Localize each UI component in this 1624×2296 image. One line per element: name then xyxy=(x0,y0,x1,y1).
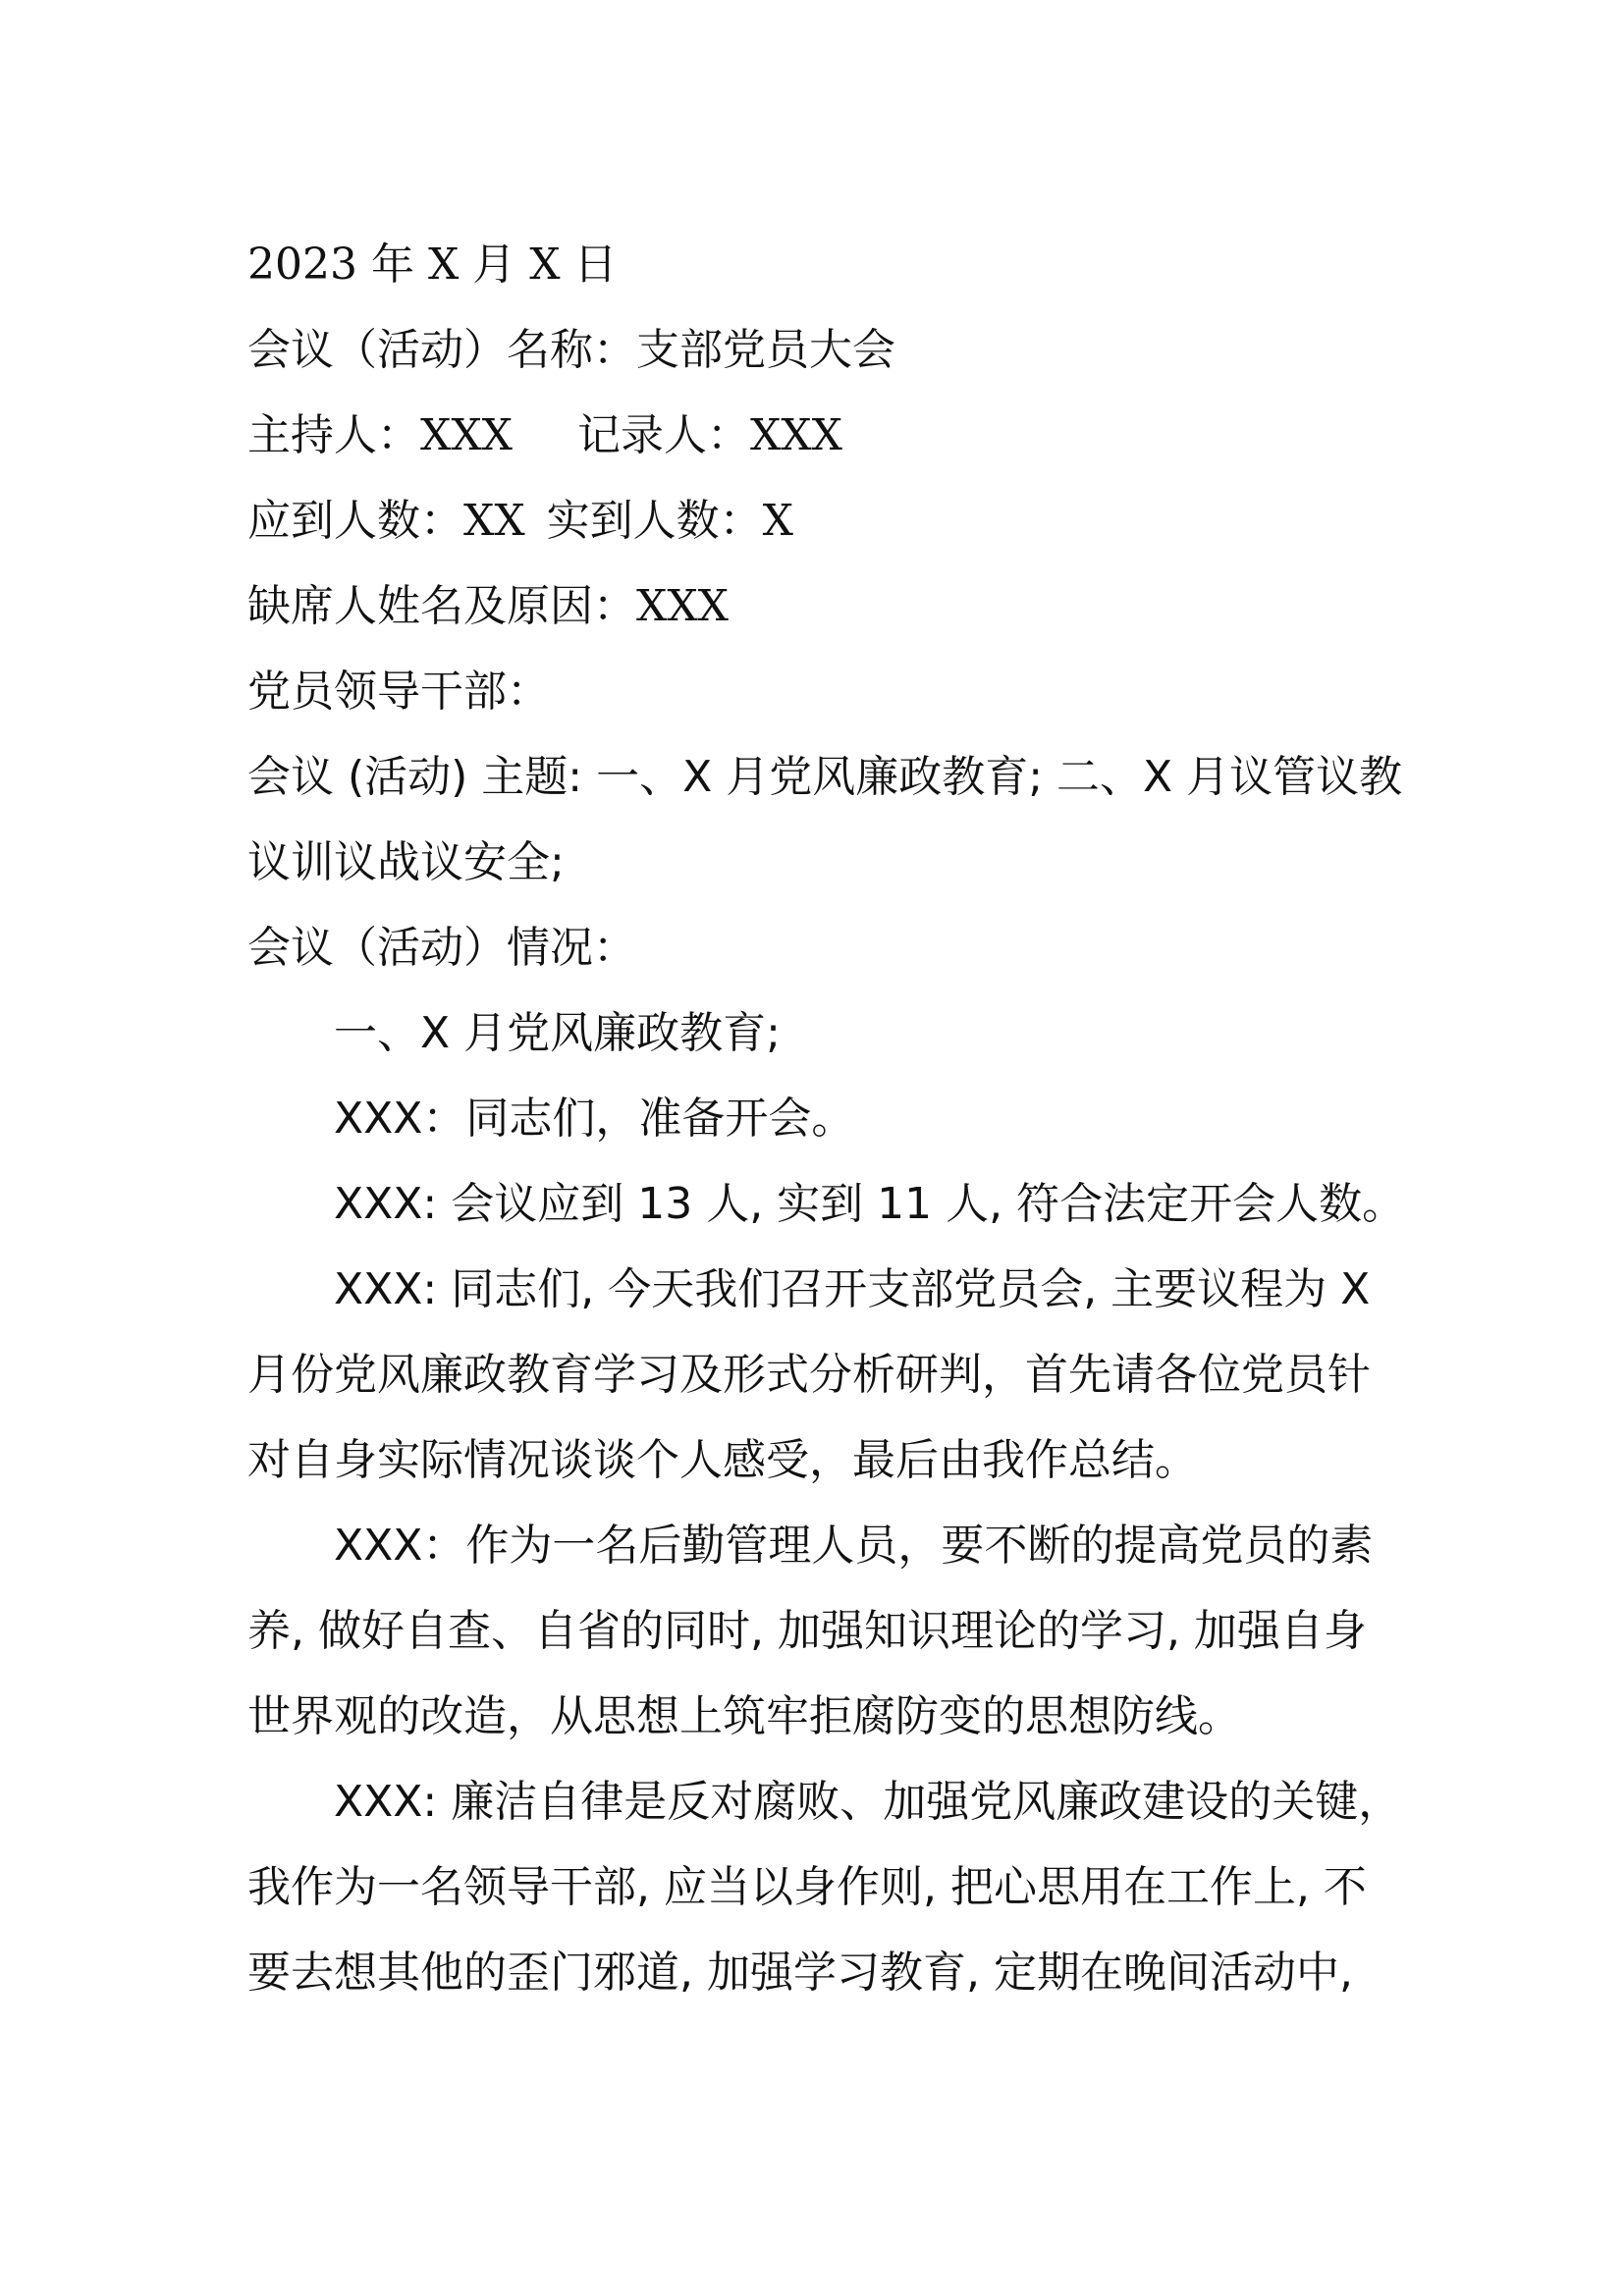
paragraph-4-line-2: 养, 做好自查、自省的同时, 加强知识理论的学习, 加强自身 xyxy=(247,1606,1367,1656)
meeting-theme-line-2: 议训议战议安全; xyxy=(247,837,565,887)
meeting-date: 2023 年 X 月 X 日 xyxy=(247,240,618,290)
host-recorder-row xyxy=(247,393,1396,478)
actual-value: X xyxy=(762,496,793,546)
paragraph-3 xyxy=(247,1247,1396,1503)
paragraph-5-line-3: 要去想其他的歪门邪道, 加强学习教育, 定期在晚间活动中, xyxy=(247,1948,1353,1998)
paragraph-4-line-1: XXX：作为一名后勤管理人员，要不断的提高党员的素 xyxy=(334,1521,1374,1571)
recorder-value: XXX xyxy=(749,410,842,460)
paragraph-1: XXX：同志们，准备开会。 xyxy=(334,1094,855,1144)
paragraph-3-line-1: XXX: 同志们, 今天我们召开支部党员会, 主要议程为 X xyxy=(334,1264,1371,1314)
absent-value: XXX xyxy=(636,581,729,631)
paragraph-3-line-3: 对自身实际情况谈谈个人感受，最后由我作总结。 xyxy=(247,1435,1198,1485)
expected-label: 应到人数： xyxy=(247,496,463,546)
meeting-name-value: 支部党员大会 xyxy=(636,325,895,375)
actual-label: 实到人数： xyxy=(546,496,763,546)
item-1-title: 一、X 月党风廉政教育; xyxy=(334,1008,781,1058)
paragraph-3-line-2: 月份党风廉政教育学习及形式分析研判，首先请各位党员针 xyxy=(247,1350,1371,1400)
meeting-theme-line-1: 会议 (活动) 主题: 一、X 月党风廉政教育; 二、X 月议管议教 xyxy=(247,752,1403,802)
situation-label: 会议（活动）情况： xyxy=(247,923,636,973)
leaders-label: 党员领导干部： xyxy=(247,667,550,717)
paragraph-5-line-2: 我作为一名领导干部, 应当以身作则, 把心思用在工作上, 不 xyxy=(247,1862,1367,1912)
paragraph-5-line-1: XXX: 廉洁自律是反对腐败、加强党风廉政建设的关键， xyxy=(334,1777,1402,1827)
absent-row xyxy=(247,563,1396,649)
paragraph-5 xyxy=(247,1759,1402,2015)
paragraph-2: XXX: 会议应到 13 人, 实到 11 人, 符合法定开会人数。 xyxy=(334,1179,1406,1229)
paragraph-4-line-3: 世界观的改造，从思想上筑牢拒腐防变的思想防线。 xyxy=(247,1691,1241,1741)
recorder-label: 记录人： xyxy=(576,410,750,460)
host-value: XXX xyxy=(420,410,513,460)
paragraph-4 xyxy=(247,1503,1396,1759)
meeting-name-row xyxy=(247,307,1396,393)
host-label: 主持人： xyxy=(247,410,420,460)
expected-value: XX xyxy=(463,496,525,546)
absent-label: 缺席人姓名及原因： xyxy=(247,581,636,631)
attendance-row xyxy=(247,478,1396,563)
meeting-name-label: 会议（活动）名称： xyxy=(247,325,636,375)
document-content xyxy=(247,222,1406,2015)
